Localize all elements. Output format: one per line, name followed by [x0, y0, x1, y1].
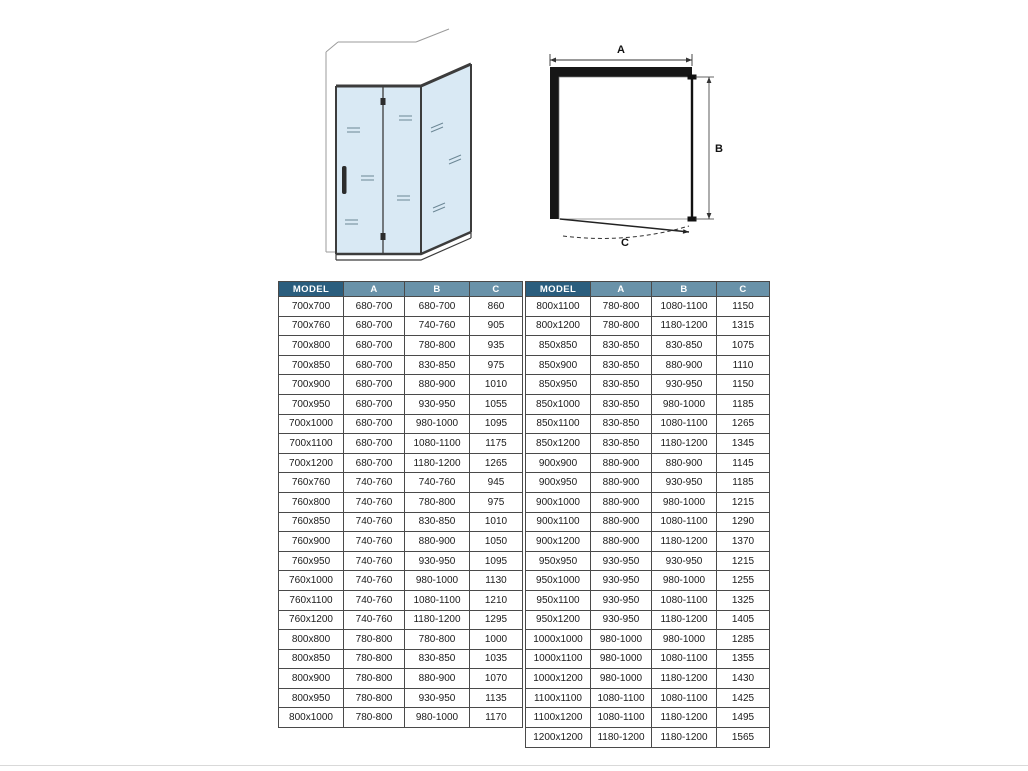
- dimension-cell: 1080-1100: [652, 688, 717, 708]
- dimension-cell: 740-760: [344, 532, 405, 552]
- dimension-cell: 680-700: [344, 414, 405, 434]
- dimension-cell: 1325: [717, 590, 770, 610]
- model-cell: 700x850: [279, 355, 344, 375]
- model-cell: 900x900: [526, 453, 591, 473]
- dimension-cell: 830-850: [591, 414, 652, 434]
- table-row: [279, 316, 523, 336]
- dimension-cell: 975: [470, 355, 523, 375]
- dimension-cell: 1185: [717, 473, 770, 493]
- dimension-cell: 830-850: [405, 649, 470, 669]
- dimension-cell: 980-1000: [652, 492, 717, 512]
- dimension-cell: 980-1000: [591, 669, 652, 689]
- dimension-cell: 780-800: [591, 297, 652, 317]
- table-row: [279, 688, 523, 708]
- dimension-cell: 780-800: [344, 669, 405, 689]
- dimension-cell: 945: [470, 473, 523, 493]
- dimension-cell: 1180-1200: [652, 316, 717, 336]
- dimension-cell: 1070: [470, 669, 523, 689]
- column-header-a: A: [344, 282, 405, 297]
- wall-left: [550, 67, 559, 219]
- front-glass-panel: [336, 86, 421, 254]
- dimension-cell: 780-800: [405, 336, 470, 356]
- model-cell: 1000x1000: [526, 630, 591, 650]
- model-cell: 950x950: [526, 551, 591, 571]
- dimension-cell: 980-1000: [591, 630, 652, 650]
- model-cell: 850x900: [526, 355, 591, 375]
- dimension-cell: 740-760: [344, 551, 405, 571]
- dimension-cell: 880-900: [405, 669, 470, 689]
- dimension-cell: 1265: [717, 414, 770, 434]
- table-row: [526, 434, 770, 454]
- dimension-cell: 880-900: [591, 512, 652, 532]
- dimension-cell: 830-850: [652, 336, 717, 356]
- dimension-cell: 930-950: [591, 590, 652, 610]
- table-row: [526, 571, 770, 591]
- model-cell: 700x800: [279, 336, 344, 356]
- dimension-cell: 930-950: [591, 551, 652, 571]
- dimension-cell: 1080-1100: [652, 512, 717, 532]
- table-row: [526, 708, 770, 728]
- table-row: [526, 512, 770, 532]
- column-header-b: B: [652, 282, 717, 297]
- model-cell: 850x850: [526, 336, 591, 356]
- shower-enclosure-3d-diagram: [303, 28, 503, 268]
- model-cell: 800x800: [279, 630, 344, 650]
- dimension-cell: 830-850: [591, 336, 652, 356]
- dimension-cell: 935: [470, 336, 523, 356]
- dimension-cell: 980-1000: [405, 571, 470, 591]
- dimension-cell: 1170: [470, 708, 523, 728]
- dimension-cell: 880-900: [652, 355, 717, 375]
- dimension-cell: 1210: [470, 590, 523, 610]
- model-cell: 800x900: [279, 669, 344, 689]
- table-row: [526, 728, 770, 748]
- dimension-cell: 1080-1100: [591, 688, 652, 708]
- dimension-cell: 830-850: [591, 434, 652, 454]
- wall-top: [550, 67, 692, 77]
- dimension-cell: 740-760: [405, 316, 470, 336]
- dimension-cell: 1180-1200: [405, 453, 470, 473]
- column-header-model: MODEL: [279, 282, 344, 297]
- model-cell: 1200x1200: [526, 728, 591, 748]
- dimension-cell: 1405: [717, 610, 770, 630]
- dimension-cell: 1430: [717, 669, 770, 689]
- table-header-row: [279, 282, 523, 297]
- table-row: [279, 512, 523, 532]
- model-cell: 850x1200: [526, 434, 591, 454]
- model-cell: 1100x1200: [526, 708, 591, 728]
- dimension-cell: 980-1000: [405, 708, 470, 728]
- dimension-cell: 930-950: [652, 551, 717, 571]
- model-cell: 1100x1100: [526, 688, 591, 708]
- model-cell: 760x850: [279, 512, 344, 532]
- dimension-cell: 1075: [717, 336, 770, 356]
- side-glass-panel: [421, 64, 471, 254]
- dimension-cell: 980-1000: [652, 394, 717, 414]
- table-row: [279, 492, 523, 512]
- dimension-a-label: A: [617, 44, 625, 56]
- table-row: [279, 355, 523, 375]
- dimension-cell: 1080-1100: [652, 297, 717, 317]
- size-table-right: [525, 281, 770, 748]
- dimension-cell: 880-900: [591, 492, 652, 512]
- dimension-cell: 740-760: [344, 590, 405, 610]
- table-row: [279, 297, 523, 317]
- dimension-cell: 1010: [470, 512, 523, 532]
- dimension-cell: 1295: [470, 610, 523, 630]
- table-row: [279, 336, 523, 356]
- dimension-cell: 680-700: [344, 434, 405, 454]
- dimension-cell: 880-900: [652, 453, 717, 473]
- door-handle: [342, 166, 347, 194]
- table-row: [526, 688, 770, 708]
- dimension-cell: 905: [470, 316, 523, 336]
- dimension-cell: 680-700: [344, 375, 405, 395]
- dimension-cell: 680-700: [344, 336, 405, 356]
- dimension-cell: 740-760: [344, 610, 405, 630]
- table-row: [526, 414, 770, 434]
- dimension-cell: 1095: [470, 551, 523, 571]
- table-row: [279, 394, 523, 414]
- arrowhead: [707, 213, 712, 219]
- dimension-cell: 680-700: [344, 453, 405, 473]
- table-row: [279, 630, 523, 650]
- table-row: [279, 590, 523, 610]
- model-cell: 760x760: [279, 473, 344, 493]
- dimension-cell: 780-800: [344, 630, 405, 650]
- dimension-cell: 1110: [717, 355, 770, 375]
- dimension-cell: 1370: [717, 532, 770, 552]
- table-row: [279, 571, 523, 591]
- dimension-cell: 930-950: [591, 571, 652, 591]
- table-row: [526, 551, 770, 571]
- dimension-cell: 980-1000: [652, 571, 717, 591]
- dimension-cell: 740-760: [344, 492, 405, 512]
- model-cell: 800x1100: [526, 297, 591, 317]
- dimension-cell: 930-950: [591, 610, 652, 630]
- dimension-cell: 930-950: [405, 394, 470, 414]
- model-cell: 1000x1100: [526, 649, 591, 669]
- dimension-cell: 780-800: [405, 492, 470, 512]
- dimension-cell: 1265: [470, 453, 523, 473]
- model-cell: 900x1100: [526, 512, 591, 532]
- table-row: [526, 669, 770, 689]
- table-row: [279, 708, 523, 728]
- model-cell: 800x1200: [526, 316, 591, 336]
- model-cell: 850x1100: [526, 414, 591, 434]
- dimension-cell: 1010: [470, 375, 523, 395]
- dimension-cell: 1150: [717, 297, 770, 317]
- dimension-cell: 830-850: [405, 355, 470, 375]
- column-header-a: A: [591, 282, 652, 297]
- table-row: [526, 630, 770, 650]
- table-header-row: [526, 282, 770, 297]
- dimension-cell: 980-1000: [591, 649, 652, 669]
- dimension-cell: 1175: [470, 434, 523, 454]
- dimension-cell: 1495: [717, 708, 770, 728]
- table-row: [279, 414, 523, 434]
- table-row: [279, 434, 523, 454]
- model-cell: 700x700: [279, 297, 344, 317]
- dimension-cell: 1180-1200: [591, 728, 652, 748]
- dimension-cell: 1425: [717, 688, 770, 708]
- column-header-c: C: [717, 282, 770, 297]
- table-row: [526, 590, 770, 610]
- dimension-cell: 1180-1200: [652, 728, 717, 748]
- model-cell: 700x760: [279, 316, 344, 336]
- dimension-cell: 930-950: [652, 473, 717, 493]
- table-row: [526, 355, 770, 375]
- table-row: [279, 532, 523, 552]
- table-row: [526, 336, 770, 356]
- table-row: [526, 649, 770, 669]
- model-cell: 700x950: [279, 394, 344, 414]
- model-cell: 760x1100: [279, 590, 344, 610]
- dimension-cell: 1565: [717, 728, 770, 748]
- model-cell: 800x950: [279, 688, 344, 708]
- model-cell: 950x1000: [526, 571, 591, 591]
- table-row: [279, 551, 523, 571]
- dimension-cell: 1185: [717, 394, 770, 414]
- dimension-cell: 1355: [717, 649, 770, 669]
- dimension-cell: 1080-1100: [405, 434, 470, 454]
- dimension-cell: 1080-1100: [652, 414, 717, 434]
- dimension-cell: 780-800: [344, 688, 405, 708]
- table-row: [526, 492, 770, 512]
- dimension-cell: 830-850: [591, 355, 652, 375]
- dimension-cell: 1135: [470, 688, 523, 708]
- table-row: [526, 610, 770, 630]
- dimension-cell: 1180-1200: [405, 610, 470, 630]
- dimension-cell: 880-900: [591, 473, 652, 493]
- arrowhead: [707, 77, 712, 83]
- model-cell: 760x950: [279, 551, 344, 571]
- dimension-cell: 830-850: [405, 512, 470, 532]
- dimension-cell: 780-800: [405, 630, 470, 650]
- table-row: [279, 610, 523, 630]
- dimension-cell: 1095: [470, 414, 523, 434]
- model-cell: 850x950: [526, 375, 591, 395]
- dimension-cell: 1055: [470, 394, 523, 414]
- dimension-cell: 680-700: [344, 394, 405, 414]
- model-cell: 800x850: [279, 649, 344, 669]
- dimension-cell: 880-900: [591, 532, 652, 552]
- dimension-cell: 1345: [717, 434, 770, 454]
- dimension-cell: 880-900: [591, 453, 652, 473]
- dimension-cell: 1215: [717, 551, 770, 571]
- dimension-b-line: [695, 77, 714, 219]
- enclosure-footprint: [559, 77, 692, 219]
- dimension-cell: 980-1000: [652, 630, 717, 650]
- table-row: [279, 669, 523, 689]
- dimension-cell: 1290: [717, 512, 770, 532]
- dimension-cell: 980-1000: [405, 414, 470, 434]
- column-header-model: MODEL: [526, 282, 591, 297]
- model-cell: 900x1000: [526, 492, 591, 512]
- dimension-cell: 1080-1100: [405, 590, 470, 610]
- column-header-c: C: [470, 282, 523, 297]
- size-table-left: [278, 281, 523, 728]
- footer-divider: [0, 765, 1028, 766]
- model-cell: 850x1000: [526, 394, 591, 414]
- dimension-cell: 1130: [470, 571, 523, 591]
- dimension-cell: 740-760: [344, 512, 405, 532]
- dimension-cell: 1180-1200: [652, 434, 717, 454]
- dimension-cell: 830-850: [591, 394, 652, 414]
- model-cell: 700x900: [279, 375, 344, 395]
- column-header-b: B: [405, 282, 470, 297]
- table-row: [526, 297, 770, 317]
- model-cell: 700x1000: [279, 414, 344, 434]
- dimension-cell: 1255: [717, 571, 770, 591]
- dimension-cell: 680-700: [344, 297, 405, 317]
- dimension-cell: 780-800: [591, 316, 652, 336]
- dimension-cell: 830-850: [591, 375, 652, 395]
- dimension-cell: 975: [470, 492, 523, 512]
- dimension-cell: 1080-1100: [652, 649, 717, 669]
- model-cell: 700x1200: [279, 453, 344, 473]
- model-cell: 760x800: [279, 492, 344, 512]
- model-cell: 760x1000: [279, 571, 344, 591]
- model-cell: 1000x1200: [526, 669, 591, 689]
- model-cell: 760x1200: [279, 610, 344, 630]
- table-row: [279, 473, 523, 493]
- dimension-cell: 740-760: [344, 571, 405, 591]
- door-hinge-bottom: [381, 233, 386, 240]
- dimension-cell: 1080-1100: [652, 590, 717, 610]
- dimension-cell: 930-950: [405, 688, 470, 708]
- dimension-cell: 880-900: [405, 532, 470, 552]
- model-cell: 800x1000: [279, 708, 344, 728]
- table-row: [279, 453, 523, 473]
- dimension-cell: 860: [470, 297, 523, 317]
- dimension-cell: 1215: [717, 492, 770, 512]
- dimension-cell: 680-700: [344, 316, 405, 336]
- door-open-line: [560, 219, 689, 232]
- dimension-c-label: C: [621, 237, 629, 249]
- model-cell: 900x950: [526, 473, 591, 493]
- dimension-cell: 1180-1200: [652, 610, 717, 630]
- dimension-cell: 880-900: [405, 375, 470, 395]
- table-row: [279, 649, 523, 669]
- dimension-cell: 680-700: [344, 355, 405, 375]
- dimension-cell: 780-800: [344, 649, 405, 669]
- dimension-cell: 780-800: [344, 708, 405, 728]
- door-hinge-top: [381, 98, 386, 105]
- dimension-cell: 1035: [470, 649, 523, 669]
- table-row: [279, 375, 523, 395]
- dimension-cell: 740-760: [405, 473, 470, 493]
- dimension-cell: 1080-1100: [591, 708, 652, 728]
- arrowhead: [686, 58, 692, 63]
- dimension-cell: 1315: [717, 316, 770, 336]
- dimension-cell: 1000: [470, 630, 523, 650]
- dimension-cell: 930-950: [405, 551, 470, 571]
- model-cell: 900x1200: [526, 532, 591, 552]
- table-row: [526, 375, 770, 395]
- model-cell: 700x1100: [279, 434, 344, 454]
- table-row: [526, 316, 770, 336]
- dimension-cell: 680-700: [405, 297, 470, 317]
- dimension-cell: 1145: [717, 453, 770, 473]
- dimension-cell: 1050: [470, 532, 523, 552]
- table-row: [526, 473, 770, 493]
- dimension-cell: 1180-1200: [652, 708, 717, 728]
- table-row: [526, 453, 770, 473]
- model-cell: 760x900: [279, 532, 344, 552]
- table-row: [526, 394, 770, 414]
- dimension-cell: 1150: [717, 375, 770, 395]
- dimension-cell: 1180-1200: [652, 532, 717, 552]
- arrowhead: [550, 58, 556, 63]
- dimension-cell: 1285: [717, 630, 770, 650]
- dimension-plan-diagram: [537, 42, 732, 252]
- dimension-cell: 1180-1200: [652, 669, 717, 689]
- table-row: [526, 532, 770, 552]
- dimension-cell: 930-950: [652, 375, 717, 395]
- model-cell: 950x1200: [526, 610, 591, 630]
- dimension-cell: 740-760: [344, 473, 405, 493]
- dimension-b-label: B: [715, 143, 723, 155]
- model-cell: 950x1100: [526, 590, 591, 610]
